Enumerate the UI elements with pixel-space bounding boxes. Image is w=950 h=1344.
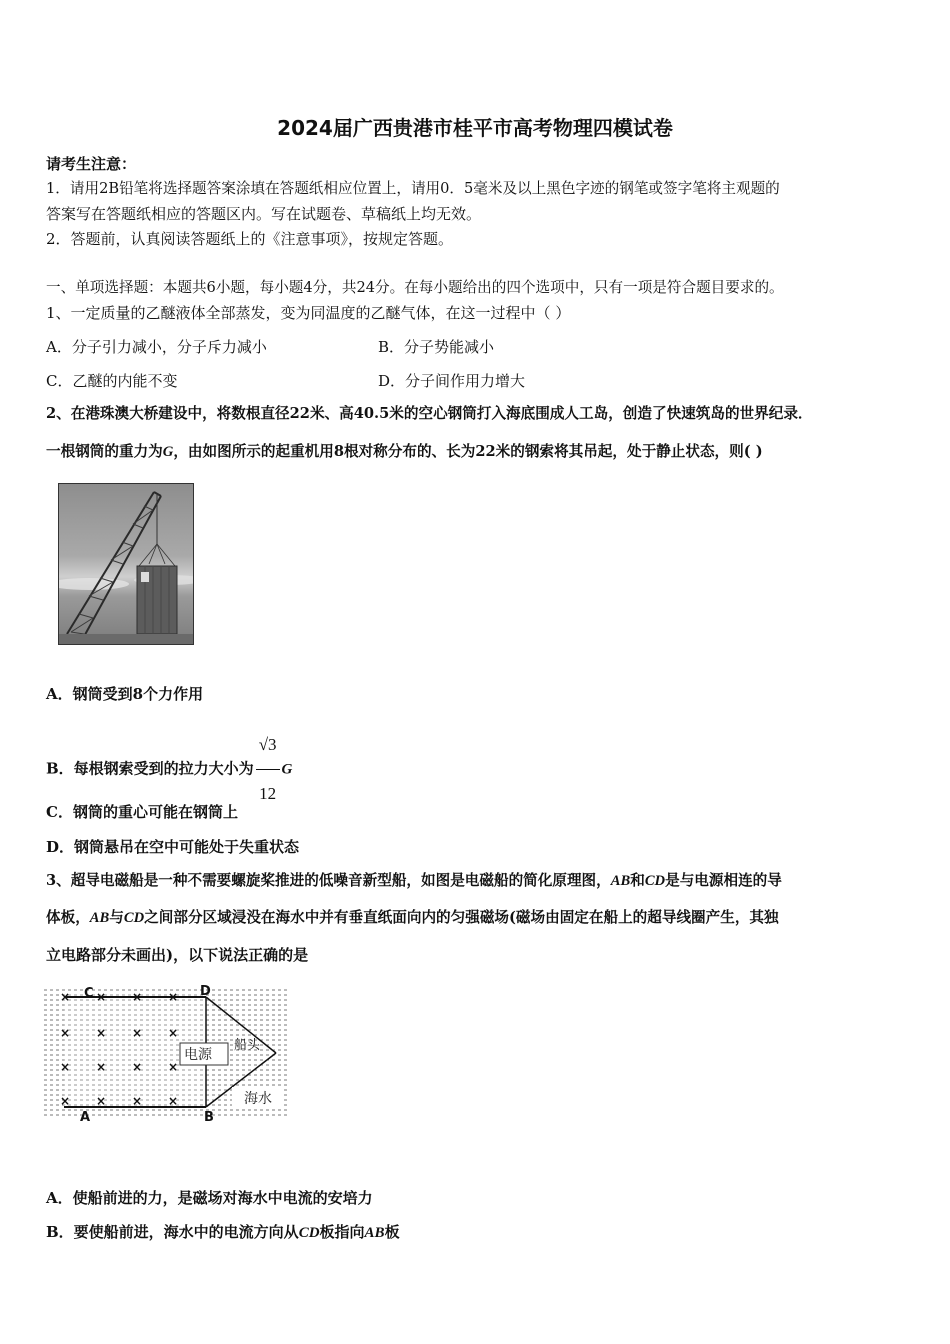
- label-ab: AB: [364, 1225, 385, 1241]
- q3-l2-c: 之间部分区域浸没在海水中并有垂直纸面向内的匀强磁场(磁场由固定在船上的超导线圈产生，其独: [144, 909, 779, 926]
- q1-option-c: C．乙醚的内能不变: [46, 372, 178, 390]
- q3-l1-c: 是与电源相连的导: [665, 872, 782, 889]
- label-cd: CD: [123, 910, 145, 926]
- q3-option-a: A．使船前进的力，是磁场对海水中电流的安培力: [46, 1189, 373, 1207]
- ship-diagram-svg: [44, 983, 294, 1123]
- q2-option-d: D．钢筒悬吊在空中可能处于失重状态: [46, 838, 300, 856]
- q3-l1-a: 3、超导电磁船是一种不需要螺旋桨推进的低噪音新型船，如图是电磁船的简化原理图，: [46, 872, 611, 889]
- field-cross: ×: [168, 1094, 179, 1108]
- fraction-denominator: 12: [259, 784, 277, 803]
- q3-stem-line-1: [46, 872, 782, 890]
- label-cd: CD: [298, 1225, 320, 1241]
- q3-option-b: [46, 1223, 400, 1242]
- field-cross: ×: [60, 1026, 71, 1040]
- field-cross: ×: [60, 1094, 71, 1108]
- seawater-label: 海水: [244, 1091, 272, 1107]
- q1-option-b: B．分子势能减小: [378, 338, 495, 356]
- q2-option-b: [46, 722, 293, 803]
- q3-l2-b: 与: [109, 909, 124, 926]
- field-cross: ×: [96, 1060, 107, 1074]
- label-ab: AB: [89, 910, 110, 926]
- q2-stem-part-a: 一根钢筒的重力为: [46, 443, 163, 460]
- label-b: B: [204, 1110, 214, 1123]
- notice-line-1b: 答案写在答题纸相应的答题区内。写在试题卷、草稿纸上均无效。: [46, 205, 482, 223]
- electromagnetic-ship-diagram: [44, 983, 294, 1123]
- notice-line-2: 2．答题前，认真阅读答题纸上的《注意事项》，按规定答题。: [46, 230, 454, 248]
- field-cross: ×: [132, 1026, 143, 1040]
- label-c: C: [84, 986, 94, 1001]
- q2-option-b-prefix: B．每根钢索受到的拉力大小为: [46, 759, 254, 778]
- var-g: G: [162, 444, 174, 460]
- q2-stem-part-b: ，由如图所示的起重机用8根对称分布的、长为22米的钢索将其吊起，处于静止状态，则( ): [173, 443, 763, 460]
- var-g: G: [281, 761, 293, 778]
- field-cross: ×: [132, 1094, 143, 1108]
- field-cross: ×: [132, 990, 143, 1004]
- label-ab: AB: [610, 873, 631, 889]
- field-cross: ×: [96, 1026, 107, 1040]
- q1-option-a: A．分子引力减小，分子斥力减小: [46, 338, 267, 356]
- q2-option-c: C．钢筒的重心可能在钢筒上: [46, 803, 238, 821]
- label-d: D: [200, 984, 211, 999]
- q3-option-b-b: 板指向: [319, 1223, 365, 1241]
- field-cross: ×: [96, 990, 107, 1004]
- field-cross: ×: [132, 1060, 143, 1074]
- field-cross: ×: [60, 990, 71, 1004]
- label-cd: CD: [644, 873, 666, 889]
- field-cross: ×: [168, 1060, 179, 1074]
- field-cross: ×: [96, 1094, 107, 1108]
- label-a: A: [80, 1110, 91, 1123]
- notice-heading: 请考生注意：: [46, 155, 137, 173]
- q2-option-a: A．钢筒受到8个力作用: [46, 685, 204, 703]
- q3-option-b-a: B．要使船前进，海水中的电流方向从: [46, 1223, 299, 1241]
- power-source-label: 电源: [184, 1047, 212, 1063]
- field-cross: ×: [60, 1060, 71, 1074]
- crane-illustration: [59, 484, 193, 644]
- field-cross: ×: [168, 990, 179, 1004]
- fraction: [256, 722, 280, 817]
- q3-stem-line-3: 立电路部分未画出)，以下说法正确的是: [46, 946, 309, 964]
- page-title: 2024届广西贵港市桂平市高考物理四模试卷: [277, 116, 673, 140]
- fraction-numerator: √3: [256, 722, 280, 770]
- q1-option-d: D．分子间作用力增大: [378, 372, 526, 390]
- q3-l2-a: 体板，: [46, 909, 90, 926]
- ship-bow-label: 船头: [234, 1038, 261, 1053]
- q3-l1-b: 和: [630, 872, 645, 889]
- section-heading: 一、单项选择题：本题共6小题，每小题4分，共24分。在每小题给出的四个选项中，只有一项是符合题目要求的。: [46, 279, 784, 296]
- q2-stem-line-2: [46, 443, 763, 461]
- q2-stem-line-1: 2、在港珠澳大桥建设中，将数根直径22米、高40.5米的空心钢筒打入海底围成人工岛，创造了快速筑岛的世界纪录．: [46, 405, 813, 422]
- field-cross: ×: [168, 1026, 179, 1040]
- q1-stem: 1、一定质量的乙醚液体全部蒸发，变为同温度的乙醚气体，在这一过程中（ ）: [46, 304, 571, 322]
- notice-line-1a: 1．请用2B铅笔将选择题答案涂填在答题纸相应位置上，请用0．5毫米及以上黑色字迹的钢笔或签字笔将主观题的: [46, 180, 780, 197]
- q3-option-b-c: 板: [384, 1223, 400, 1241]
- crane-photo: [58, 483, 194, 645]
- q3-stem-line-2: [46, 909, 779, 927]
